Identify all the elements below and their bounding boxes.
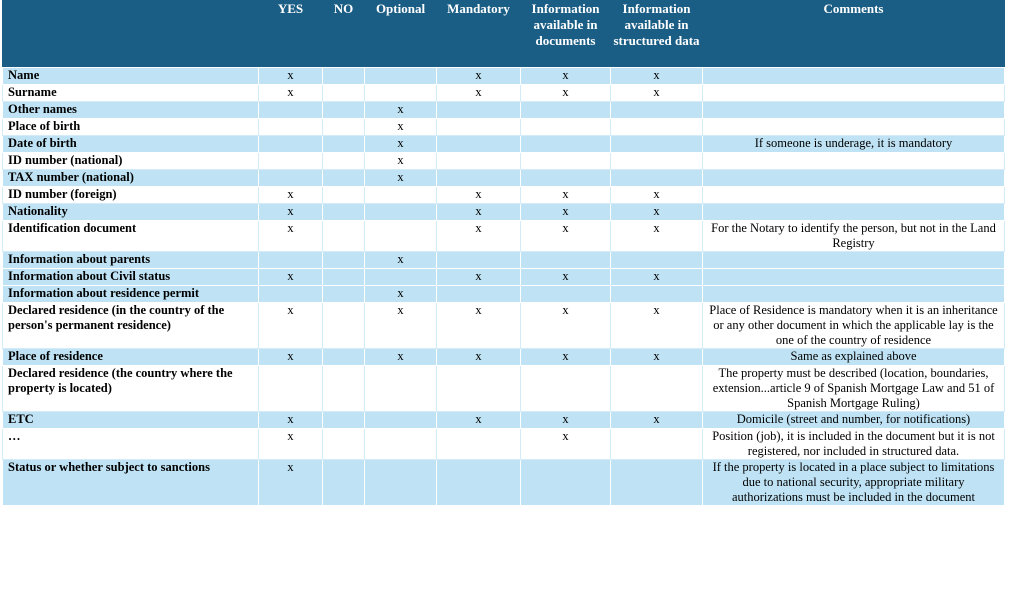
cell-info-documents: x: [521, 85, 611, 102]
table-row: [3, 303, 1005, 349]
cell-attribute: Nationality: [3, 204, 259, 221]
table-row: [3, 286, 1005, 303]
cell-no: [323, 204, 365, 221]
cell-attribute: Other names: [3, 102, 259, 119]
cell-info-documents: [521, 102, 611, 119]
cell-info-documents: x: [521, 349, 611, 366]
cell-yes: x: [259, 221, 323, 252]
table-row: [3, 460, 1005, 506]
cell-attribute: Information about residence permit: [3, 286, 259, 303]
cell-info-documents: x: [521, 68, 611, 85]
cell-no: [323, 460, 365, 506]
cell-yes: [259, 136, 323, 153]
cell-comments: [703, 85, 1005, 102]
table-row: [3, 102, 1005, 119]
cell-mandatory: [437, 460, 521, 506]
cell-optional: [365, 429, 437, 460]
cell-yes: x: [259, 412, 323, 429]
cell-info-structured: [611, 286, 703, 303]
table-row: [3, 119, 1005, 136]
table-row: [3, 269, 1005, 286]
cell-comments: [703, 170, 1005, 187]
header-no: NO: [323, 1, 365, 68]
cell-no: [323, 85, 365, 102]
table-row: [3, 412, 1005, 429]
cell-yes: x: [259, 349, 323, 366]
table-body: [3, 68, 1005, 506]
cell-optional: [365, 269, 437, 286]
cell-optional: [365, 412, 437, 429]
cell-yes: x: [259, 269, 323, 286]
cell-info-documents: [521, 252, 611, 269]
cell-yes: x: [259, 429, 323, 460]
cell-info-structured: [611, 460, 703, 506]
cell-info-structured: x: [611, 269, 703, 286]
cell-attribute: …: [3, 429, 259, 460]
cell-yes: x: [259, 460, 323, 506]
cell-comments: [703, 269, 1005, 286]
cell-attribute: Declared residence (the country where the property is located): [3, 366, 259, 412]
cell-comments: [703, 252, 1005, 269]
header-info-structured: Information available in structured data: [611, 1, 703, 68]
cell-no: [323, 221, 365, 252]
cell-attribute: Place of residence: [3, 349, 259, 366]
header-optional: Optional: [365, 1, 437, 68]
cell-info-structured: x: [611, 68, 703, 85]
cell-no: [323, 68, 365, 85]
cell-attribute: Place of birth: [3, 119, 259, 136]
cell-no: [323, 429, 365, 460]
cell-mandatory: [437, 252, 521, 269]
cell-mandatory: x: [437, 85, 521, 102]
cell-info-structured: [611, 429, 703, 460]
cell-comments: Domicile (street and number, for notifications): [703, 412, 1005, 429]
cell-info-documents: x: [521, 269, 611, 286]
cell-optional: x: [365, 303, 437, 349]
cell-no: [323, 269, 365, 286]
cell-no: [323, 170, 365, 187]
cell-mandatory: [437, 366, 521, 412]
cell-info-documents: [521, 153, 611, 170]
table-row: [3, 204, 1005, 221]
cell-info-structured: [611, 153, 703, 170]
cell-info-structured: x: [611, 85, 703, 102]
cell-yes: x: [259, 204, 323, 221]
cell-optional: x: [365, 102, 437, 119]
cell-no: [323, 187, 365, 204]
cell-mandatory: [437, 170, 521, 187]
cell-attribute: ETC: [3, 412, 259, 429]
header-yes: YES: [259, 1, 323, 68]
cell-info-structured: x: [611, 349, 703, 366]
cell-info-structured: [611, 119, 703, 136]
cell-attribute: Identification document: [3, 221, 259, 252]
cell-info-structured: x: [611, 187, 703, 204]
cell-yes: x: [259, 187, 323, 204]
cell-comments: For the Notary to identify the person, but not in the Land Registry: [703, 221, 1005, 252]
cell-no: [323, 286, 365, 303]
cell-optional: x: [365, 286, 437, 303]
cell-attribute: ID number (national): [3, 153, 259, 170]
cell-yes: [259, 102, 323, 119]
cell-info-documents: x: [521, 221, 611, 252]
cell-optional: x: [365, 119, 437, 136]
cell-mandatory: [437, 102, 521, 119]
cell-optional: x: [365, 170, 437, 187]
cell-optional: [365, 187, 437, 204]
cell-optional: x: [365, 349, 437, 366]
cell-mandatory: [437, 429, 521, 460]
cell-comments: [703, 102, 1005, 119]
cell-optional: x: [365, 153, 437, 170]
cell-yes: [259, 366, 323, 412]
cell-no: [323, 412, 365, 429]
table-row: [3, 136, 1005, 153]
cell-comments: [703, 286, 1005, 303]
cell-attribute: Status or whether subject to sanctions: [3, 460, 259, 506]
cell-comments: [703, 204, 1005, 221]
table-row: [3, 153, 1005, 170]
cell-no: [323, 136, 365, 153]
cell-optional: [365, 221, 437, 252]
header-comments: Comments: [703, 1, 1005, 68]
cell-mandatory: [437, 119, 521, 136]
cell-optional: x: [365, 136, 437, 153]
cell-info-documents: [521, 170, 611, 187]
cell-attribute: Information about parents: [3, 252, 259, 269]
cell-optional: [365, 85, 437, 102]
cell-info-structured: [611, 102, 703, 119]
table-row: [3, 187, 1005, 204]
cell-attribute: Surname: [3, 85, 259, 102]
cell-attribute: TAX number (national): [3, 170, 259, 187]
cell-info-structured: x: [611, 204, 703, 221]
cell-optional: [365, 366, 437, 412]
cell-no: [323, 303, 365, 349]
cell-mandatory: x: [437, 204, 521, 221]
cell-mandatory: x: [437, 187, 521, 204]
table-row: [3, 68, 1005, 85]
cell-attribute: Information about Civil status: [3, 269, 259, 286]
cell-info-documents: x: [521, 204, 611, 221]
cell-mandatory: x: [437, 349, 521, 366]
cell-info-documents: x: [521, 429, 611, 460]
cell-no: [323, 119, 365, 136]
cell-no: [323, 349, 365, 366]
cell-yes: x: [259, 85, 323, 102]
cell-comments: Place of Residence is mandatory when it is an inheritance or any other document in which the applicable lay is the one of the country of residence: [703, 303, 1005, 349]
cell-comments: If someone is underage, it is mandatory: [703, 136, 1005, 153]
cell-attribute: ID number (foreign): [3, 187, 259, 204]
cell-no: [323, 366, 365, 412]
cell-attribute: Date of birth: [3, 136, 259, 153]
cell-attribute: Name: [3, 68, 259, 85]
cell-optional: [365, 204, 437, 221]
cell-mandatory: x: [437, 68, 521, 85]
cell-info-structured: x: [611, 303, 703, 349]
table-row: [3, 252, 1005, 269]
cell-mandatory: [437, 286, 521, 303]
cell-comments: [703, 68, 1005, 85]
cell-comments: [703, 153, 1005, 170]
cell-info-documents: [521, 460, 611, 506]
table-row: [3, 429, 1005, 460]
cell-yes: [259, 252, 323, 269]
cell-yes: [259, 119, 323, 136]
cell-mandatory: [437, 136, 521, 153]
cell-yes: [259, 153, 323, 170]
cell-yes: x: [259, 68, 323, 85]
header-info-documents: Information available in documents: [521, 1, 611, 68]
cell-no: [323, 153, 365, 170]
header-row: [3, 1, 1005, 68]
cell-info-structured: x: [611, 412, 703, 429]
cell-info-documents: x: [521, 187, 611, 204]
table-row: [3, 85, 1005, 102]
cell-optional: x: [365, 252, 437, 269]
cell-info-documents: [521, 286, 611, 303]
cell-comments: If the property is located in a place subject to limitations due to national security, appropriate military authorizations must be included in the document: [703, 460, 1005, 506]
cell-comments: The property must be described (location, boundaries, extension...article 9 of Spanish Mortgage Law and 51 of Spanish Mortgage Ruling): [703, 366, 1005, 412]
table-row: [3, 366, 1005, 412]
cell-yes: [259, 170, 323, 187]
cell-optional: [365, 68, 437, 85]
cell-comments: [703, 187, 1005, 204]
cell-info-structured: [611, 366, 703, 412]
cell-info-documents: [521, 119, 611, 136]
cell-info-documents: x: [521, 303, 611, 349]
requirements-table: [2, 0, 1005, 506]
cell-yes: [259, 286, 323, 303]
cell-mandatory: x: [437, 221, 521, 252]
cell-yes: x: [259, 303, 323, 349]
header-attribute: [3, 1, 259, 68]
cell-comments: Same as explained above: [703, 349, 1005, 366]
table-row: [3, 170, 1005, 187]
cell-info-structured: [611, 252, 703, 269]
cell-no: [323, 102, 365, 119]
cell-info-documents: [521, 136, 611, 153]
cell-info-structured: [611, 136, 703, 153]
cell-info-documents: [521, 366, 611, 412]
cell-attribute: Declared residence (in the country of the person's permanent residence): [3, 303, 259, 349]
cell-comments: [703, 119, 1005, 136]
cell-mandatory: x: [437, 412, 521, 429]
table-row: [3, 221, 1005, 252]
cell-optional: [365, 460, 437, 506]
cell-mandatory: [437, 153, 521, 170]
cell-mandatory: x: [437, 269, 521, 286]
cell-info-structured: [611, 170, 703, 187]
cell-comments: Position (job), it is included in the document but it is not registered, nor included in structured data.: [703, 429, 1005, 460]
cell-info-structured: x: [611, 221, 703, 252]
table-row: [3, 349, 1005, 366]
cell-no: [323, 252, 365, 269]
cell-info-documents: x: [521, 412, 611, 429]
cell-mandatory: x: [437, 303, 521, 349]
header-mandatory: Mandatory: [437, 1, 521, 68]
